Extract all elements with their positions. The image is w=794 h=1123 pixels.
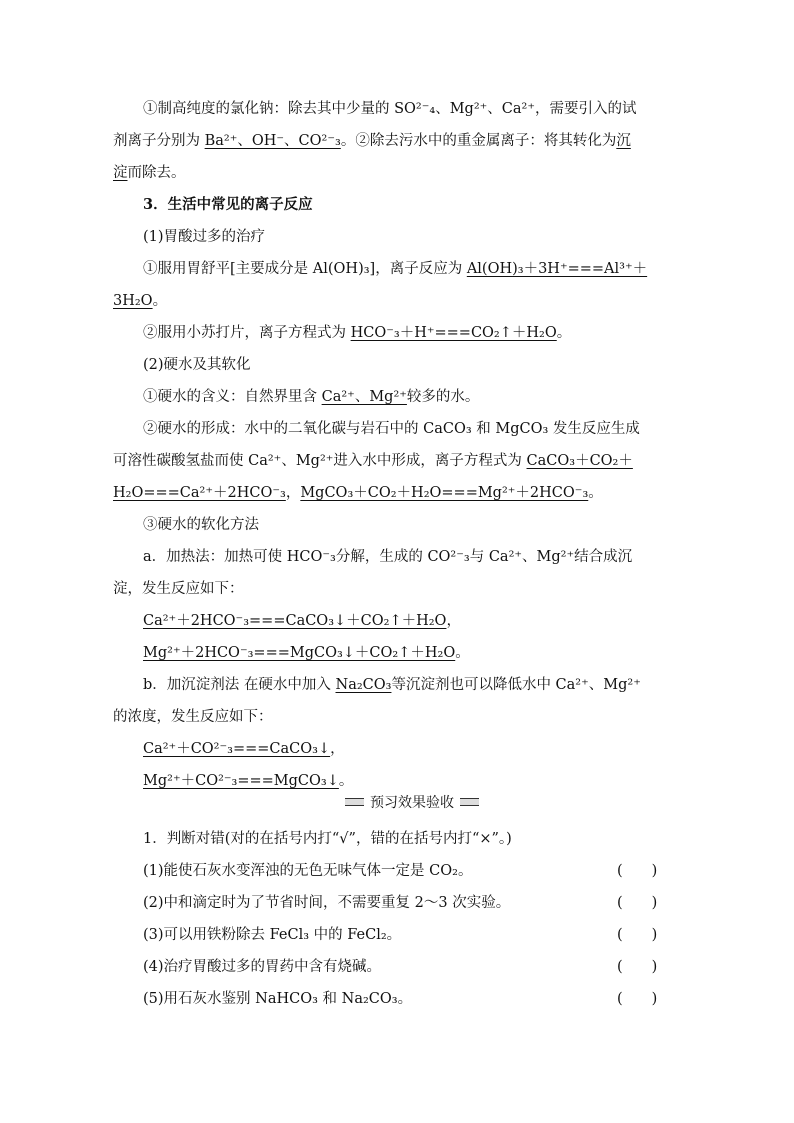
answer-blank-1[interactable]: ( ) (617, 863, 658, 879)
banner-bar-left (345, 798, 364, 806)
text-line-7 (113, 291, 167, 311)
text-segment: 。②除去污水中的重金属离子：将其转化为 (340, 133, 617, 149)
answer-blank-3[interactable]: ( ) (617, 927, 658, 943)
equation-line-3 (143, 739, 345, 759)
text-segment: 较多的水。 (406, 389, 480, 405)
answer-blank-2[interactable]: ( ) (617, 895, 658, 911)
text-segment: 剂离子分别为 (113, 133, 205, 149)
text-segment: 可溶性碳酸氢盐而使 Ca²⁺、Mg²⁺进入水中形成，离子方程式为 (113, 453, 527, 469)
judge-item-2: (2)中和滴定时为了节省时间，不需要重复 2～3 次实验。 (143, 895, 511, 911)
text-segment: ， (446, 613, 461, 629)
underlined-answer: H₂O===Ca²⁺＋2HCO⁻₃ (113, 485, 286, 501)
text-segment: 淀，发生反应如下： (113, 581, 244, 597)
text-line-3 (113, 163, 186, 183)
underlined-answer: Ca²⁺＋2HCO⁻₃===CaCO₃↓＋CO₂↑＋H₂O (143, 613, 447, 629)
text-segment: ， (285, 485, 301, 501)
judge-item-1: (1)能使石灰水变浑浊的无色无味气体一定是 CO₂。 (143, 863, 473, 879)
text-line-8 (143, 323, 571, 343)
underlined-answer: Ca²⁺＋CO²⁻₃===CaCO₃↓ (143, 741, 331, 757)
text-line-2 (113, 131, 631, 151)
text-segment: 等沉淀剂也可以降低水中 Ca²⁺、Mg²⁺ (391, 677, 641, 693)
subheading-antacid (143, 227, 265, 247)
underlined-answer: HCO⁻₃＋H⁺===CO₂↑＋H₂O (350, 325, 557, 341)
text-segment: ①服用胃舒平[主要成分是 Al(OH)₃]，离子反应为 (143, 261, 467, 277)
text-segment: b．加沉淀剂法 在硬水中加入 (143, 677, 336, 693)
underlined-answer: MgCO₃＋CO₂＋H₂O===Mg²⁺＋2HCO⁻₃ (300, 485, 589, 501)
text-line-14 (143, 515, 259, 535)
banner-bar-right (460, 798, 479, 806)
text-line-10 (143, 387, 479, 407)
answer-blank-4[interactable]: ( ) (617, 959, 658, 975)
text-line-20 (113, 707, 273, 727)
text-line-13 (113, 483, 603, 503)
text-line-12 (113, 451, 633, 471)
text-line-15 (143, 547, 632, 567)
text-segment: ③硬水的软化方法 (143, 517, 259, 533)
text-line-11 (143, 419, 640, 439)
underlined-answer: Mg²⁺＋2HCO⁻₃===MgCO₃↓＋CO₂↑＋H₂O (143, 645, 456, 661)
section-title: 预习效果验收 (370, 795, 454, 811)
underlined-answer: Al(OH)₃＋3H⁺===Al³⁺＋ (466, 261, 648, 277)
text-segment: ， (330, 741, 345, 757)
text-segment: ①制高纯度的氯化钠：除去其中少量的 SO²⁻₄、Mg²⁺、Ca²⁺，需要引入的试 (143, 101, 637, 117)
text-line-6 (143, 259, 647, 279)
answer-blank-5[interactable]: ( ) (617, 991, 658, 1007)
judge-item-4: (4)治疗胃酸过多的胃药中含有烧碱。 (143, 959, 382, 975)
underlined-answer: Ca²⁺、Mg²⁺ (321, 389, 407, 405)
text-segment: 。 (588, 485, 603, 501)
text-line-19 (143, 675, 641, 695)
underlined-answer: 淀 (113, 165, 128, 181)
underlined-answer: Mg²⁺＋CO²⁻₃===MgCO₃↓ (143, 773, 339, 789)
equation-line-2 (143, 643, 470, 663)
underlined-answer: Ba²⁺、OH⁻、CO²⁻₃ (204, 133, 341, 149)
underlined-answer: 3H₂O (113, 293, 153, 309)
text-segment: (1)胃酸过多的治疗 (143, 229, 266, 245)
section-banner (345, 792, 479, 812)
text-segment: (2)硬水及其软化 (143, 357, 251, 373)
text-segment: ①硬水的含义：自然界里含 (143, 389, 322, 405)
text-segment: ②服用小苏打片，离子方程式为 (143, 325, 351, 341)
equation-line-1 (143, 611, 461, 631)
subheading-hard-water (143, 355, 251, 375)
underlined-answer: Na₂CO₃ (335, 677, 392, 693)
text-segment: 而除去。 (127, 165, 186, 181)
text-segment: 。 (455, 645, 470, 661)
judge-item-3: (3)可以用铁粉除去 FeCl₃ 中的 FeCl₂。 (143, 927, 402, 943)
text-segment: 的浓度，发生反应如下： (113, 709, 273, 725)
text-line-16 (113, 579, 244, 599)
equation-line-4 (143, 771, 353, 791)
text-segment: 。 (556, 325, 572, 341)
text-segment: a．加热法：加热可使 HCO⁻₃分解，生成的 CO²⁻₃与 Ca²⁺、Mg²⁺结合成沉 (143, 549, 633, 565)
section-heading-3 (143, 195, 313, 215)
underlined-answer: CaCO₃＋CO₂＋ (526, 453, 633, 469)
text-line-1 (143, 99, 637, 119)
text-segment: 。 (152, 293, 168, 309)
question-heading: 1．判断对错(对的在括号内打“√”，错的在括号内打“×”。) (143, 831, 512, 847)
underlined-answer: 沉 (616, 133, 631, 149)
text-segment: 3．生活中常见的离子反应 (143, 196, 313, 213)
text-segment: 。 (338, 773, 354, 789)
text-segment: ②硬水的形成：水中的二氧化碳与岩石中的 CaCO₃ 和 MgCO₃ 发生反应生成 (143, 421, 640, 437)
judge-item-5: (5)用石灰水鉴别 NaHCO₃ 和 Na₂CO₃。 (143, 991, 413, 1007)
